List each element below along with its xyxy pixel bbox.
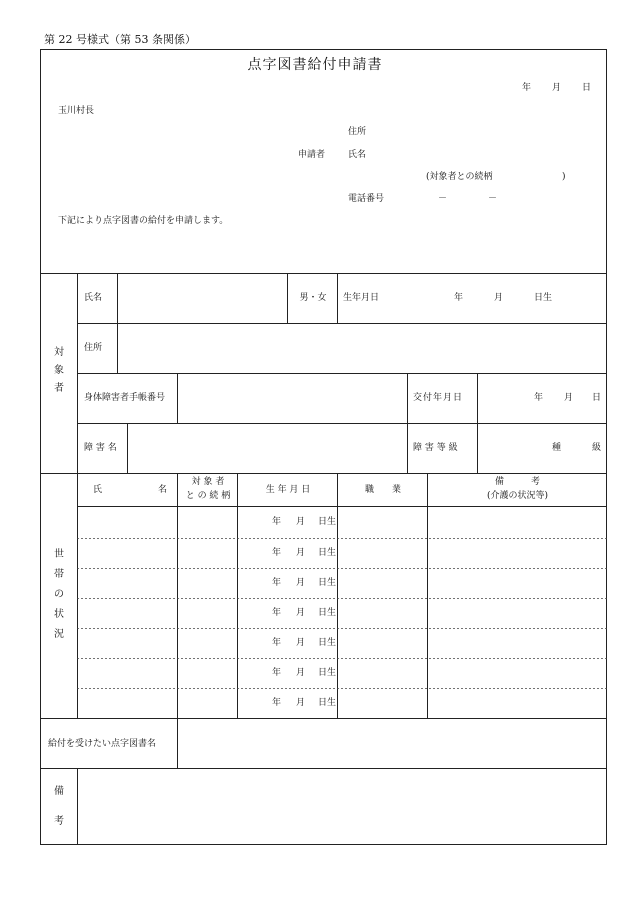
form-number: 第 22 号様式（第 53 条関係） bbox=[44, 33, 196, 46]
subject-section-label bbox=[41, 348, 77, 394]
subject-label-char: 象 bbox=[54, 365, 64, 376]
household-label-char: 帯 bbox=[54, 569, 64, 580]
date-month: 月 bbox=[552, 83, 562, 93]
issue-day: 日 bbox=[592, 393, 602, 403]
remarks-label-char: 考 bbox=[54, 816, 64, 827]
col-job-head: 職 業 bbox=[364, 485, 401, 495]
remarks-label-char: 備 bbox=[54, 786, 64, 797]
issue-month: 月 bbox=[564, 393, 574, 403]
col-name-head-2: 名 bbox=[158, 485, 168, 495]
household-section-label bbox=[41, 550, 77, 640]
subject-label-char: 者 bbox=[54, 383, 64, 394]
applicant-address-label: 住所 bbox=[348, 127, 367, 137]
row-day: 日生 bbox=[318, 698, 337, 708]
birth-day: 日生 bbox=[534, 293, 553, 303]
applicant-relation-close: ) bbox=[562, 172, 566, 182]
grade-label: 障 害 等 級 bbox=[413, 443, 458, 453]
sex-label: 男・女 bbox=[299, 293, 327, 303]
remarks-label bbox=[41, 787, 77, 827]
row-day: 日生 bbox=[318, 548, 337, 558]
row-day: 日生 bbox=[318, 578, 337, 588]
page-title: 点字図書給付申請書 bbox=[247, 57, 383, 73]
birth-month: 月 bbox=[494, 293, 504, 303]
subject-address-label: 住所 bbox=[84, 343, 103, 353]
col-birth-head: 生 年 月 日 bbox=[265, 485, 311, 495]
date-day: 日 bbox=[582, 83, 592, 93]
row-month: 月 bbox=[296, 517, 306, 527]
applicant-phone-label: 電話番号 bbox=[348, 194, 385, 204]
household-label-char: 況 bbox=[54, 629, 64, 640]
row-day: 日生 bbox=[318, 608, 337, 618]
issue-year: 年 bbox=[534, 393, 544, 403]
col-notes-head-2: (介護の状況等) bbox=[486, 491, 549, 501]
row-month: 月 bbox=[296, 548, 306, 558]
row-year: 年 bbox=[272, 668, 282, 678]
row-month: 月 bbox=[296, 578, 306, 588]
col-relation-head-1: 対 象 者 bbox=[191, 477, 225, 487]
subject-name-label: 氏名 bbox=[84, 293, 103, 303]
row-day: 日生 bbox=[318, 668, 337, 678]
grade-unit: 級 bbox=[592, 443, 602, 453]
col-relation-head-2: と の 続 柄 bbox=[185, 491, 231, 501]
row-month: 月 bbox=[296, 638, 306, 648]
row-month: 月 bbox=[296, 668, 306, 678]
row-day: 日生 bbox=[318, 638, 337, 648]
household-label-char: の bbox=[54, 589, 64, 600]
statement: 下記により点字図書の給付を申請します。 bbox=[58, 216, 229, 226]
household-label-char: 世 bbox=[54, 549, 64, 560]
date-year: 年 bbox=[522, 83, 532, 93]
row-month: 月 bbox=[296, 608, 306, 618]
row-day: 日生 bbox=[318, 517, 337, 527]
book-label: 給付を受けたい点字図書名 bbox=[48, 739, 157, 749]
row-month: 月 bbox=[296, 698, 306, 708]
birth-label: 生年月日 bbox=[343, 293, 380, 303]
addressee: 玉川村長 bbox=[58, 106, 95, 116]
row-year: 年 bbox=[272, 698, 282, 708]
row-year: 年 bbox=[272, 638, 282, 648]
grade-kind: 種 bbox=[552, 443, 562, 453]
issue-label: 交付年月日 bbox=[413, 393, 464, 403]
row-year: 年 bbox=[272, 517, 282, 527]
applicant-name-label: 氏名 bbox=[348, 150, 367, 160]
household-label-char: 状 bbox=[54, 609, 64, 620]
row-year: 年 bbox=[272, 578, 282, 588]
handbook-label: 身体障害者手帳番号 bbox=[84, 393, 166, 403]
phone-dash-2: － bbox=[488, 194, 498, 204]
col-name-head-1: 氏 bbox=[93, 485, 103, 495]
disability-label: 障 害 名 bbox=[84, 443, 117, 453]
birth-year: 年 bbox=[454, 293, 464, 303]
col-notes-head-1: 備 考 bbox=[494, 477, 540, 487]
applicant-label: 申請者 bbox=[298, 150, 326, 160]
subject-label-char: 対 bbox=[54, 347, 64, 358]
row-year: 年 bbox=[272, 608, 282, 618]
row-year: 年 bbox=[272, 548, 282, 558]
applicant-relation-open: (対象者との続柄 bbox=[426, 172, 493, 182]
phone-dash-1: － bbox=[438, 194, 448, 204]
